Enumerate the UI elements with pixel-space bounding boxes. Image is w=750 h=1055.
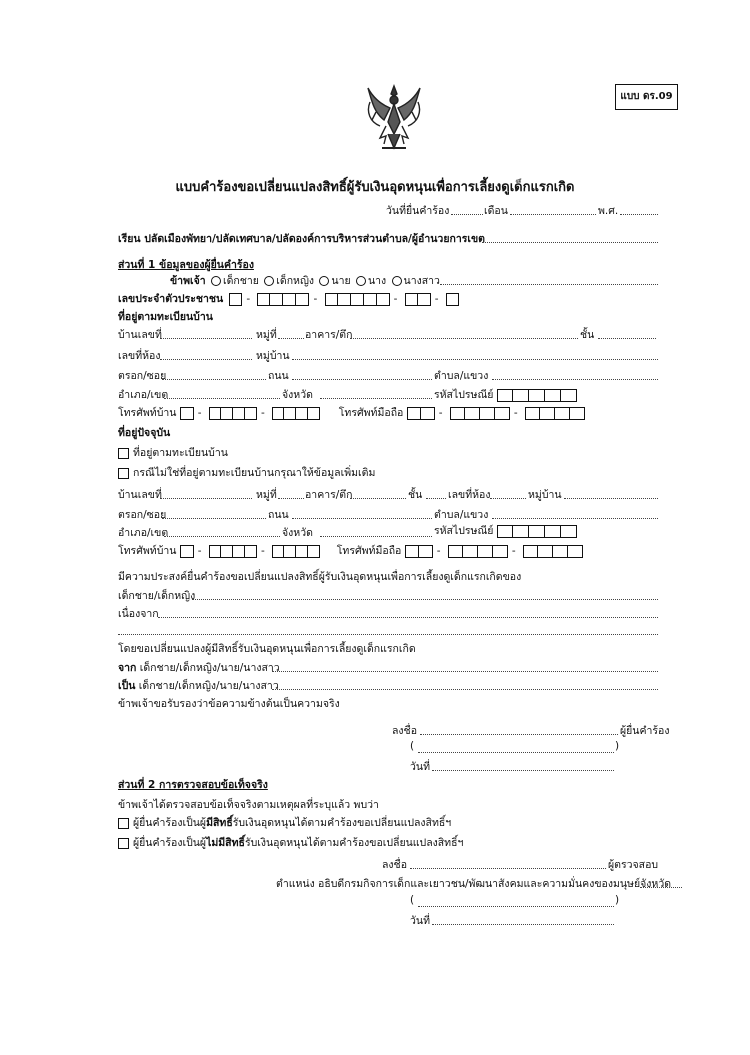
from-titles: เด็กชาย/เด็กหญิง/นาย/นางสาว	[139, 662, 280, 674]
month-field[interactable]	[510, 214, 596, 215]
not-eligible-option	[118, 834, 463, 851]
cur-alley-label: ตรอก/ซอย	[118, 509, 167, 521]
reg-subdistrict-field[interactable]	[492, 379, 658, 380]
cur-postcode-cells[interactable]	[497, 525, 577, 538]
change-text: โดยขอเปลี่ยนแปลงผู้มีสิทธิ์รับเงินอุดหนุนเพื่อการเลี้ยงดูเด็กแรกเกิด	[118, 643, 416, 655]
cur-road-field[interactable]	[292, 518, 432, 519]
reg-village-label: หมู่บ้าน	[256, 350, 290, 362]
eligible-pre: ผู้ยื่นคำร้องเป็นผู้	[133, 817, 207, 829]
cur-village-field[interactable]	[564, 498, 658, 499]
not-same-option	[118, 464, 375, 481]
option-mr: นาย	[331, 275, 351, 287]
cur-road-label: ถนน	[268, 509, 289, 521]
radio-mr[interactable]	[319, 276, 329, 286]
reg-house-no-field[interactable]	[160, 338, 252, 339]
year-label: พ.ศ.	[598, 205, 619, 217]
garuda-emblem-icon	[362, 82, 426, 154]
id-cells-group-4[interactable]	[405, 293, 431, 306]
reg-mobile-phone-label: โทรศัพท์มือถือ	[338, 407, 404, 419]
reg-alley-label: ตรอก/ซอย	[118, 370, 167, 382]
reg-district-field[interactable]	[164, 398, 280, 399]
child-name-field[interactable]	[192, 599, 658, 600]
id-number-row: เลขประจำตัวประชาชน - - - -	[118, 290, 459, 307]
addressee-field[interactable]	[482, 242, 658, 243]
cur-moo-label: หมู่ที่	[256, 489, 277, 501]
eligible-option	[118, 814, 451, 831]
not-same-label: กรณีไม่ใช่ที่อยู่ตามทะเบียนบ้านกรุณาให้ข้อมูลเพิ่มเติม	[133, 467, 376, 479]
applicant-name-field[interactable]	[440, 284, 658, 285]
reg-postcode-label: รหัสไปรษณีย์	[434, 389, 494, 401]
inspector-province-field[interactable]	[640, 887, 682, 888]
applicant-role: ผู้ยื่นคำร้อง	[620, 725, 670, 737]
submission-date-row	[386, 202, 449, 219]
date-field[interactable]	[451, 214, 483, 215]
addressee-row	[118, 230, 485, 247]
applicant-sign-field[interactable]	[420, 734, 618, 735]
applicant-label: ข้าพเจ้า	[170, 275, 206, 287]
reg-road-label: ถนน	[268, 370, 289, 382]
reg-home-phone-cells-2[interactable]	[209, 407, 257, 420]
eligible-checkbox[interactable]	[118, 818, 129, 829]
applicant-close-paren: )	[615, 740, 620, 752]
reg-home-phone-cells-1[interactable]	[180, 407, 194, 420]
to-label: เป็น	[118, 680, 136, 692]
option-miss: นางสาว	[403, 275, 440, 287]
applicant-date-field[interactable]	[432, 770, 614, 771]
reg-mobile-cells-1[interactable]	[407, 407, 435, 420]
cur-postcode-row	[434, 522, 577, 539]
id-cells-group-1[interactable]	[229, 293, 242, 306]
reg-moo-field[interactable]	[278, 338, 304, 339]
to-row	[118, 677, 279, 694]
reg-room-label: เลขที่ห้อง	[118, 350, 161, 362]
to-titles: เด็กชาย/เด็กหญิง/นาย/นางสาว	[138, 680, 279, 692]
cur-subdistrict-label: ตำบล/แขวง	[434, 509, 489, 521]
current-address-heading: ที่อยู่ปัจจุบัน	[118, 427, 171, 439]
cur-house-no-field[interactable]	[160, 498, 252, 499]
reason-label: เนื่องจาก	[118, 608, 159, 620]
reg-village-field[interactable]	[292, 359, 658, 360]
not-same-checkbox[interactable]	[118, 468, 129, 479]
reg-province-field[interactable]	[320, 398, 432, 399]
radio-miss[interactable]	[392, 276, 402, 286]
cur-district-field[interactable]	[164, 536, 280, 537]
id-cells-group-3[interactable]	[325, 293, 390, 306]
from-row	[118, 659, 280, 676]
registered-address-heading: ที่อยู่ตามทะเบียนบ้าน	[118, 311, 213, 323]
inspector-role: ผู้ตรวจสอบ	[608, 859, 659, 871]
cur-phone-row: โทรศัพท์บ้าน - - โทรศัพท์มือถือ - -	[118, 542, 583, 559]
cur-postcode-label: รหัสไปรษณีย์	[434, 525, 494, 537]
reg-building-field[interactable]	[350, 338, 578, 339]
reg-moo-label: หมู่ที่	[256, 329, 277, 341]
date-label: วันที่ยื่นคำร้อง	[386, 205, 450, 217]
child-label: เด็กชาย/เด็กหญิง	[118, 590, 196, 602]
reg-home-phone-cells-3[interactable]	[272, 407, 320, 420]
eligible-post: รับเงินอุดหนุนได้ตามคำร้องขอเปลี่ยนแปลงสิทธิ์ฯ	[232, 817, 452, 829]
radio-girl[interactable]	[264, 276, 274, 286]
reg-mobile-cells-2[interactable]	[450, 407, 510, 420]
cur-mobile-cells-2[interactable]	[448, 545, 508, 558]
reg-phone-row: โทรศัพท์บ้าน - - โทรศัพท์มือถือ - -	[118, 404, 585, 421]
part2-intro: ข้าพเจ้าได้ตรวจสอบข้อเท็จจริงตามเหตุผลที่ระบุแล้ว พบว่า	[118, 799, 379, 811]
not-eligible-pre: ผู้ยื่นคำร้องเป็นผู้	[133, 837, 207, 849]
reg-province-label: จังหวัด	[282, 389, 313, 401]
reason-field[interactable]	[158, 617, 658, 618]
to-name-field[interactable]	[272, 689, 658, 690]
cur-floor-label: ชั้น	[408, 489, 423, 501]
inspector-position: ตำแหน่ง อธิบดีกรมกิจการเด็กและเยาวชน/พัฒนาสังคมและความมั่นคงของมนุษย์จังหวัด	[276, 878, 672, 890]
reason-field-line-2[interactable]	[118, 634, 658, 635]
same-as-registered-checkbox[interactable]	[118, 448, 129, 459]
cur-home-phone-cells-2[interactable]	[209, 545, 257, 558]
same-as-registered-option	[118, 444, 228, 461]
year-field[interactable]	[620, 214, 658, 215]
not-eligible-post: รับเงินอุดหนุนได้ตามคำร้องขอเปลี่ยนแปลงสิทธิ์ฯ	[244, 837, 464, 849]
cur-building-field[interactable]	[350, 498, 406, 499]
reg-home-phone-label: โทรศัพท์บ้าน	[118, 407, 177, 419]
cur-village-label: หมู่บ้าน	[528, 489, 562, 501]
intent-text: มีความประสงค์ยื่นคำร้องขอเปลี่ยนแปลงสิทธิ์ผู้รับเงินอุดหนุนเพื่อการเลี้ยงดูเด็กแรกเกิดของ	[118, 571, 522, 583]
cur-subdistrict-field[interactable]	[492, 518, 658, 519]
cur-alley-field[interactable]	[162, 518, 266, 519]
applicant-title-row	[170, 272, 440, 289]
cur-district-label: อำเภอ/เขต	[118, 527, 169, 539]
reg-room-field[interactable]	[160, 359, 252, 360]
month-label: เดือน	[484, 205, 508, 217]
same-as-registered-label: ที่อยู่ตามทะเบียนบ้าน	[133, 447, 228, 459]
form-code-box: แบบ ดร.09	[615, 84, 678, 110]
form-title: แบบคำร้องขอเปลี่ยนแปลงสิทธิ์ผู้รับเงินอุดหนุนเพื่อการเลี้ยงดูเด็กแรกเกิด	[175, 180, 575, 195]
addressee-text: ปลัดเมืองพัทยา/ปลัดเทศบาล/ปลัดองค์การบริหารส่วนตำบล/ผู้อำนวยการเขต	[144, 233, 485, 245]
option-boy: เด็กชาย	[222, 275, 259, 287]
certify-text: ข้าพเจ้าขอรับรองว่าข้อความข้างต้นเป็นความจริง	[118, 698, 340, 710]
part2-heading: ส่วนที่ 2 การตรวจสอบข้อเท็จจริง	[118, 779, 268, 791]
cur-house-no-label: บ้านเลขที่	[118, 489, 162, 501]
cur-room-field[interactable]	[490, 498, 526, 499]
applicant-sign-label: ลงชื่อ	[392, 725, 417, 737]
cur-room-label: เลขที่ห้อง	[448, 489, 491, 501]
cur-home-phone-cells-1[interactable]	[180, 545, 194, 558]
cur-mobile-cells-1[interactable]	[405, 545, 433, 558]
cur-building-label: อาคาร/ตึก	[305, 489, 353, 501]
from-name-field[interactable]	[272, 671, 658, 672]
reg-building-label: อาคาร/ตึก	[305, 329, 353, 341]
part1-heading: ส่วนที่ 1 ข้อมูลของผู้ยื่นคำร้อง	[118, 259, 254, 271]
option-girl: เด็กหญิง	[276, 275, 315, 287]
inspector-printed-name-field[interactable]	[418, 906, 614, 907]
cur-mobile-phone-label: โทรศัพท์มือถือ	[336, 545, 402, 557]
inspector-open-paren: (	[410, 894, 415, 906]
id-cells-group-5[interactable]	[446, 293, 459, 306]
reg-subdistrict-label: ตำบล/แขวง	[434, 370, 489, 382]
applicant-printed-name-field[interactable]	[418, 752, 614, 753]
reg-postcode-cells[interactable]	[497, 389, 577, 402]
id-cells-group-2[interactable]	[257, 293, 309, 306]
reg-district-label: อำเภอ/เขต	[118, 389, 169, 401]
cur-moo-field[interactable]	[278, 498, 304, 499]
reg-mobile-cells-3[interactable]	[525, 407, 585, 420]
applicant-date-label: วันที่	[410, 761, 430, 773]
not-eligible-bold: ไม่มีสิทธิ์	[206, 837, 245, 849]
reg-house-no-label: บ้านเลขที่	[118, 329, 162, 341]
inspector-sign-label: ลงชื่อ	[382, 859, 407, 871]
id-label: เลขประจำตัวประชาชน	[118, 293, 224, 305]
eligible-bold: มีสิทธิ์	[206, 817, 233, 829]
reg-road-field[interactable]	[292, 379, 432, 380]
radio-mrs[interactable]	[356, 276, 366, 286]
reg-floor-field[interactable]	[598, 338, 656, 339]
radio-boy[interactable]	[211, 276, 221, 286]
inspector-date-field[interactable]	[432, 924, 614, 925]
reg-alley-field[interactable]	[162, 379, 266, 380]
reg-floor-label: ชั้น	[580, 329, 595, 341]
cur-mobile-cells-3[interactable]	[523, 545, 583, 558]
inspector-date-label: วันที่	[410, 915, 430, 927]
reg-postcode-row	[434, 386, 577, 403]
applicant-open-paren: (	[410, 740, 415, 752]
inspector-close-paren: )	[615, 894, 620, 906]
cur-province-field[interactable]	[320, 536, 432, 537]
addressee-label: เรียน	[118, 233, 141, 245]
cur-province-label: จังหวัด	[282, 527, 313, 539]
from-label: จาก	[118, 662, 137, 674]
not-eligible-checkbox[interactable]	[118, 838, 129, 849]
cur-home-phone-cells-3[interactable]	[272, 545, 320, 558]
cur-floor-field[interactable]	[426, 498, 446, 499]
inspector-sign-field[interactable]	[410, 868, 606, 869]
cur-home-phone-label: โทรศัพท์บ้าน	[118, 545, 177, 557]
option-mrs: นาง	[367, 275, 387, 287]
